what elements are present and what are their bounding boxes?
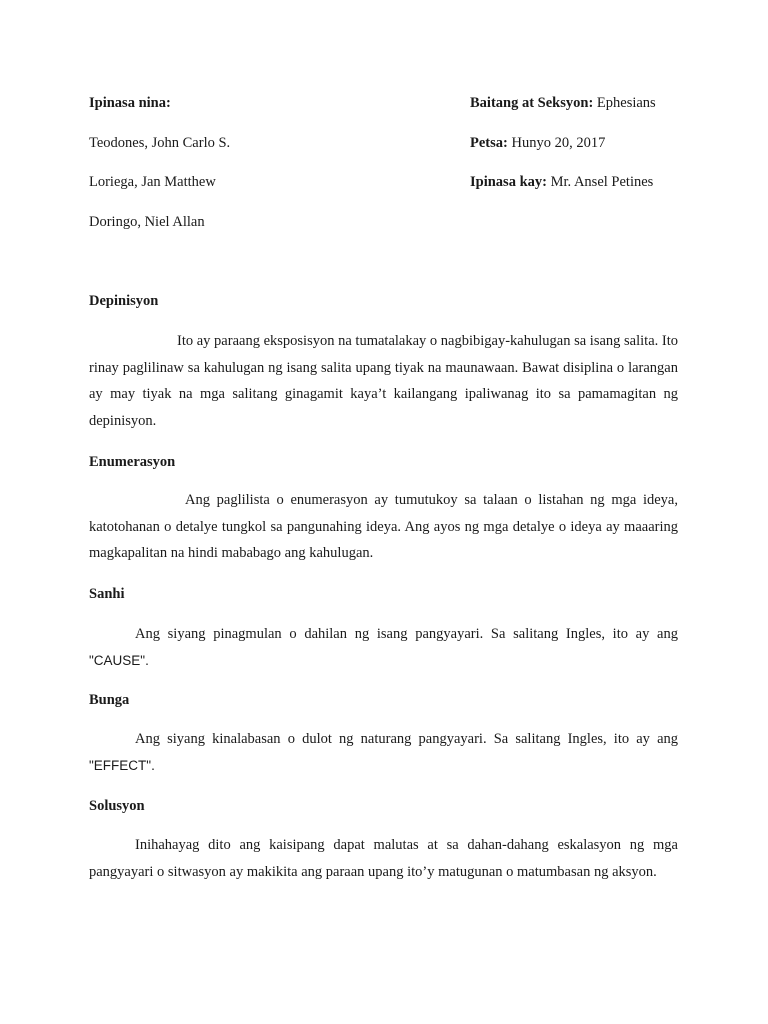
member-name: Teodones, John Carlo S. xyxy=(89,135,231,151)
section-heading-depinisyon: Depinisyon xyxy=(89,293,159,309)
grade-section-label: Baitang at Seksyon: xyxy=(470,95,594,111)
section-text-depinisyon: Ito ay paraang eksposisyon na tumatalakay o nagbibigay-kahulugan sa isang salita. Ito rinay paglilinaw sa kahulugan ng isang salita upang tiyak na maunawaan. Bawat disiplina o larangan ay may tiyak na mga salitang ginagamit kaya’t kailangang ipaliwanag ito sa pamamagitan ng depinisyon. xyxy=(89,333,678,429)
section-text-bunga: Ang siyang kinalabasan o dulot ng naturang pangyayari. Sa salitang Ingles, ito ay ang "EFFECT". xyxy=(89,731,678,773)
section-heading-solusyon: Solusyon xyxy=(89,798,145,814)
section-heading-sanhi: Sanhi xyxy=(89,586,125,602)
date-line xyxy=(470,134,605,152)
section-heading-enumerasyon: Enumerasyon xyxy=(89,454,176,470)
submitted-to-label: Ipinasa kay: xyxy=(470,174,547,190)
section-text-enumerasyon: Ang paglilista o enumerasyon ay tumutukoy sa talaan o listahan ng mga ideya, katotohanan o detalye tungkol sa pangunahing ideya. Ang ayos ng mga detalye o ideya ay maaaring magkapalitan na hindi mababago ang kahulugan. xyxy=(89,492,678,561)
grade-section-line xyxy=(470,94,656,112)
submitted-to-line xyxy=(470,173,653,191)
section-text-solusyon: Inihahayag dito ang kaisipang dapat malutas at sa dahan-dahang eskalasyon ng mga pangyayari o sitwasyon ay makikita ang paraan upang ito’y matugunan o matumbasan ng aksyon. xyxy=(89,837,678,880)
grade-section-value: Ephesians xyxy=(593,95,656,111)
section-text-sanhi: Ang siyang pinagmulan o dahilan ng isang pangyayari. Sa salitang Ingles, ito ay ang "CAUSE". xyxy=(89,626,678,668)
member-name: Doringo, Niel Allan xyxy=(89,214,205,230)
submitted-by-label: Ipinasa nina: xyxy=(89,95,171,111)
member-name: Loriega, Jan Matthew xyxy=(89,174,216,190)
submitted-to-value: Mr. Ansel Petines xyxy=(546,174,654,190)
date-label: Petsa: xyxy=(470,135,508,151)
section-heading-bunga: Bunga xyxy=(89,692,130,708)
date-value: Hunyo 20, 2017 xyxy=(507,135,606,151)
